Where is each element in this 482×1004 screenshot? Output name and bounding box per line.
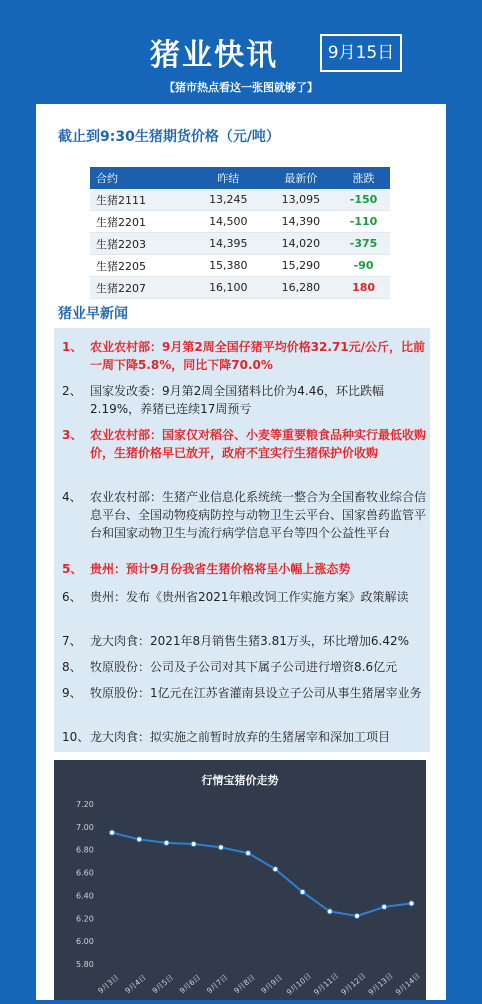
news-item-text: 牧原股份：1亿元在江苏省灌南县设立子公司从事生猪屠宰业务 — [90, 686, 422, 700]
prev-cell: 13,245 — [192, 189, 265, 211]
x-tick-label: 9月9日 — [259, 972, 285, 996]
latest-cell: 14,390 — [265, 211, 338, 233]
prev-cell: 15,380 — [192, 255, 265, 277]
contract-cell: 生猪2201 — [90, 211, 192, 233]
col-contract: 合约 — [90, 167, 192, 189]
x-tick-label: 9月6日 — [177, 972, 203, 996]
content-card — [36, 104, 446, 1000]
price-point — [246, 851, 251, 856]
change-cell: -90 — [337, 255, 390, 277]
table-row — [90, 277, 390, 299]
change-cell: -375 — [337, 233, 390, 255]
x-tick-label: 9月13日 — [366, 971, 395, 997]
header-banner — [0, 0, 482, 105]
news-item-text: 贵州：预计9月份我省生猪价格将呈小幅上涨态势 — [90, 562, 351, 576]
price-point — [273, 867, 278, 872]
price-point — [382, 904, 387, 909]
news-item-number: 7、 — [62, 634, 82, 648]
news-item-text: 牧原股份：公司及子公司对其下属子公司进行增资8.6亿元 — [90, 660, 398, 674]
y-tick-label: 6.80 — [76, 845, 94, 855]
y-tick-label: 6.60 — [76, 868, 94, 878]
news-list — [54, 328, 430, 752]
x-tick-label: 9月4日 — [123, 972, 148, 996]
col-change: 涨跌 — [337, 167, 390, 189]
news-item-number: 1、 — [62, 340, 83, 354]
news-item-text: 龙大肉食：拟实施之前暂时放弃的生猪屠宰和深加工项目 — [90, 730, 391, 744]
y-tick-label: 5.80 — [76, 960, 94, 969]
table-row — [90, 211, 390, 233]
col-latest: 最新价 — [265, 167, 338, 189]
price-point — [409, 901, 414, 906]
col-prev: 昨结 — [192, 167, 265, 189]
x-tick-label: 9月12日 — [339, 971, 368, 997]
price-point — [218, 845, 223, 850]
price-chart — [54, 760, 426, 1000]
news-item-number: 3、 — [62, 428, 83, 442]
price-series-line — [112, 833, 411, 916]
y-tick-label: 6.20 — [76, 914, 94, 924]
news-item-text: 贵州：发布《贵州省2021年粮改饲工作实施方案》政策解读 — [90, 590, 409, 604]
news-section-title: 猪业早新闻 — [58, 306, 128, 322]
date-badge: 9月15日 — [320, 34, 402, 72]
x-tick-label: 9月14日 — [393, 971, 422, 997]
prev-cell: 16,100 — [192, 277, 265, 299]
news-item-number: 8、 — [62, 660, 82, 674]
x-tick-label: 9月10日 — [284, 971, 314, 997]
contract-cell: 生猪2203 — [90, 233, 192, 255]
price-point — [137, 837, 142, 842]
news-item-text: 国家发改委：9月第2周全国猪料比价为4.46，环比跌幅2.19%，养猪已连续17周预亏 — [90, 384, 384, 416]
contract-cell: 生猪2111 — [90, 189, 192, 211]
table-row — [90, 255, 390, 277]
latest-cell: 15,290 — [265, 255, 338, 277]
news-item-text: 农业农村部：生猪产业信息化系统统一整合为全国畜牧业综合信息平台、全国动物疫病防控与动物卫生云平台、国家兽药监管平台和国家动物卫生与流行病学信息平台等四个公益性平台 — [90, 490, 427, 540]
change-cell: -110 — [337, 211, 390, 233]
news-item-number: 4、 — [62, 490, 82, 504]
price-point — [327, 909, 332, 914]
news-item-number: 9、 — [62, 686, 82, 700]
x-tick-label: 9月5日 — [150, 972, 176, 996]
table-row — [90, 233, 390, 255]
chart-title: 行情宝猪价走势 — [201, 774, 279, 787]
futures-section-title: 截止到9:30生猪期货价格（元/吨） — [58, 129, 280, 145]
futures-table-header — [90, 167, 390, 189]
x-tick-label: 9月3日 — [96, 972, 121, 996]
latest-cell: 14,020 — [265, 233, 338, 255]
news-item-number: 2、 — [62, 384, 82, 398]
news-item-text: 龙大肉食：2021年8月销售生猪3.81万头，环比增加6.42% — [90, 634, 410, 648]
contract-cell: 生猪2205 — [90, 255, 192, 277]
prev-cell: 14,500 — [192, 211, 265, 233]
news-item-number: 5、 — [62, 562, 83, 576]
contract-cell: 生猪2207 — [90, 277, 192, 299]
price-point — [300, 890, 305, 895]
price-point — [191, 842, 196, 847]
price-point — [110, 830, 115, 835]
price-point — [164, 840, 169, 845]
news-item-text: 农业农村部：国家仅对稻谷、小麦等重要粮食品种实行最低收购价，生猪价格早已放开，政府不宜实行生猪保护价收购 — [90, 428, 427, 460]
x-tick-label: 9月8日 — [232, 972, 257, 996]
y-tick-label: 6.00 — [76, 937, 94, 947]
table-row — [90, 189, 390, 211]
y-tick-label: 7.00 — [76, 822, 94, 832]
page-subtitle: 【猪市热点看这一张图就够了】 — [164, 81, 318, 94]
x-tick-label: 9月11日 — [312, 971, 341, 997]
news-item-number: 10、 — [62, 730, 90, 744]
y-tick-label: 7.20 — [76, 800, 94, 809]
prev-cell: 14,395 — [192, 233, 265, 255]
futures-table — [90, 167, 390, 299]
price-point — [354, 914, 359, 919]
news-item-number: 6、 — [62, 590, 82, 604]
latest-cell: 13,095 — [265, 189, 338, 211]
change-cell: 180 — [337, 277, 390, 299]
x-tick-label: 9月7日 — [204, 972, 230, 996]
latest-cell: 16,280 — [265, 277, 338, 299]
page-title: 猪业快讯 — [150, 38, 278, 73]
change-cell: -150 — [337, 189, 390, 211]
y-tick-label: 6.40 — [76, 891, 94, 901]
news-item-text: 农业农村部：9月第2周全国仔猪平均价格32.71元/公斤，比前一周下降5.8%，同比下降70.0% — [90, 340, 426, 372]
chart-plot — [54, 760, 426, 1000]
